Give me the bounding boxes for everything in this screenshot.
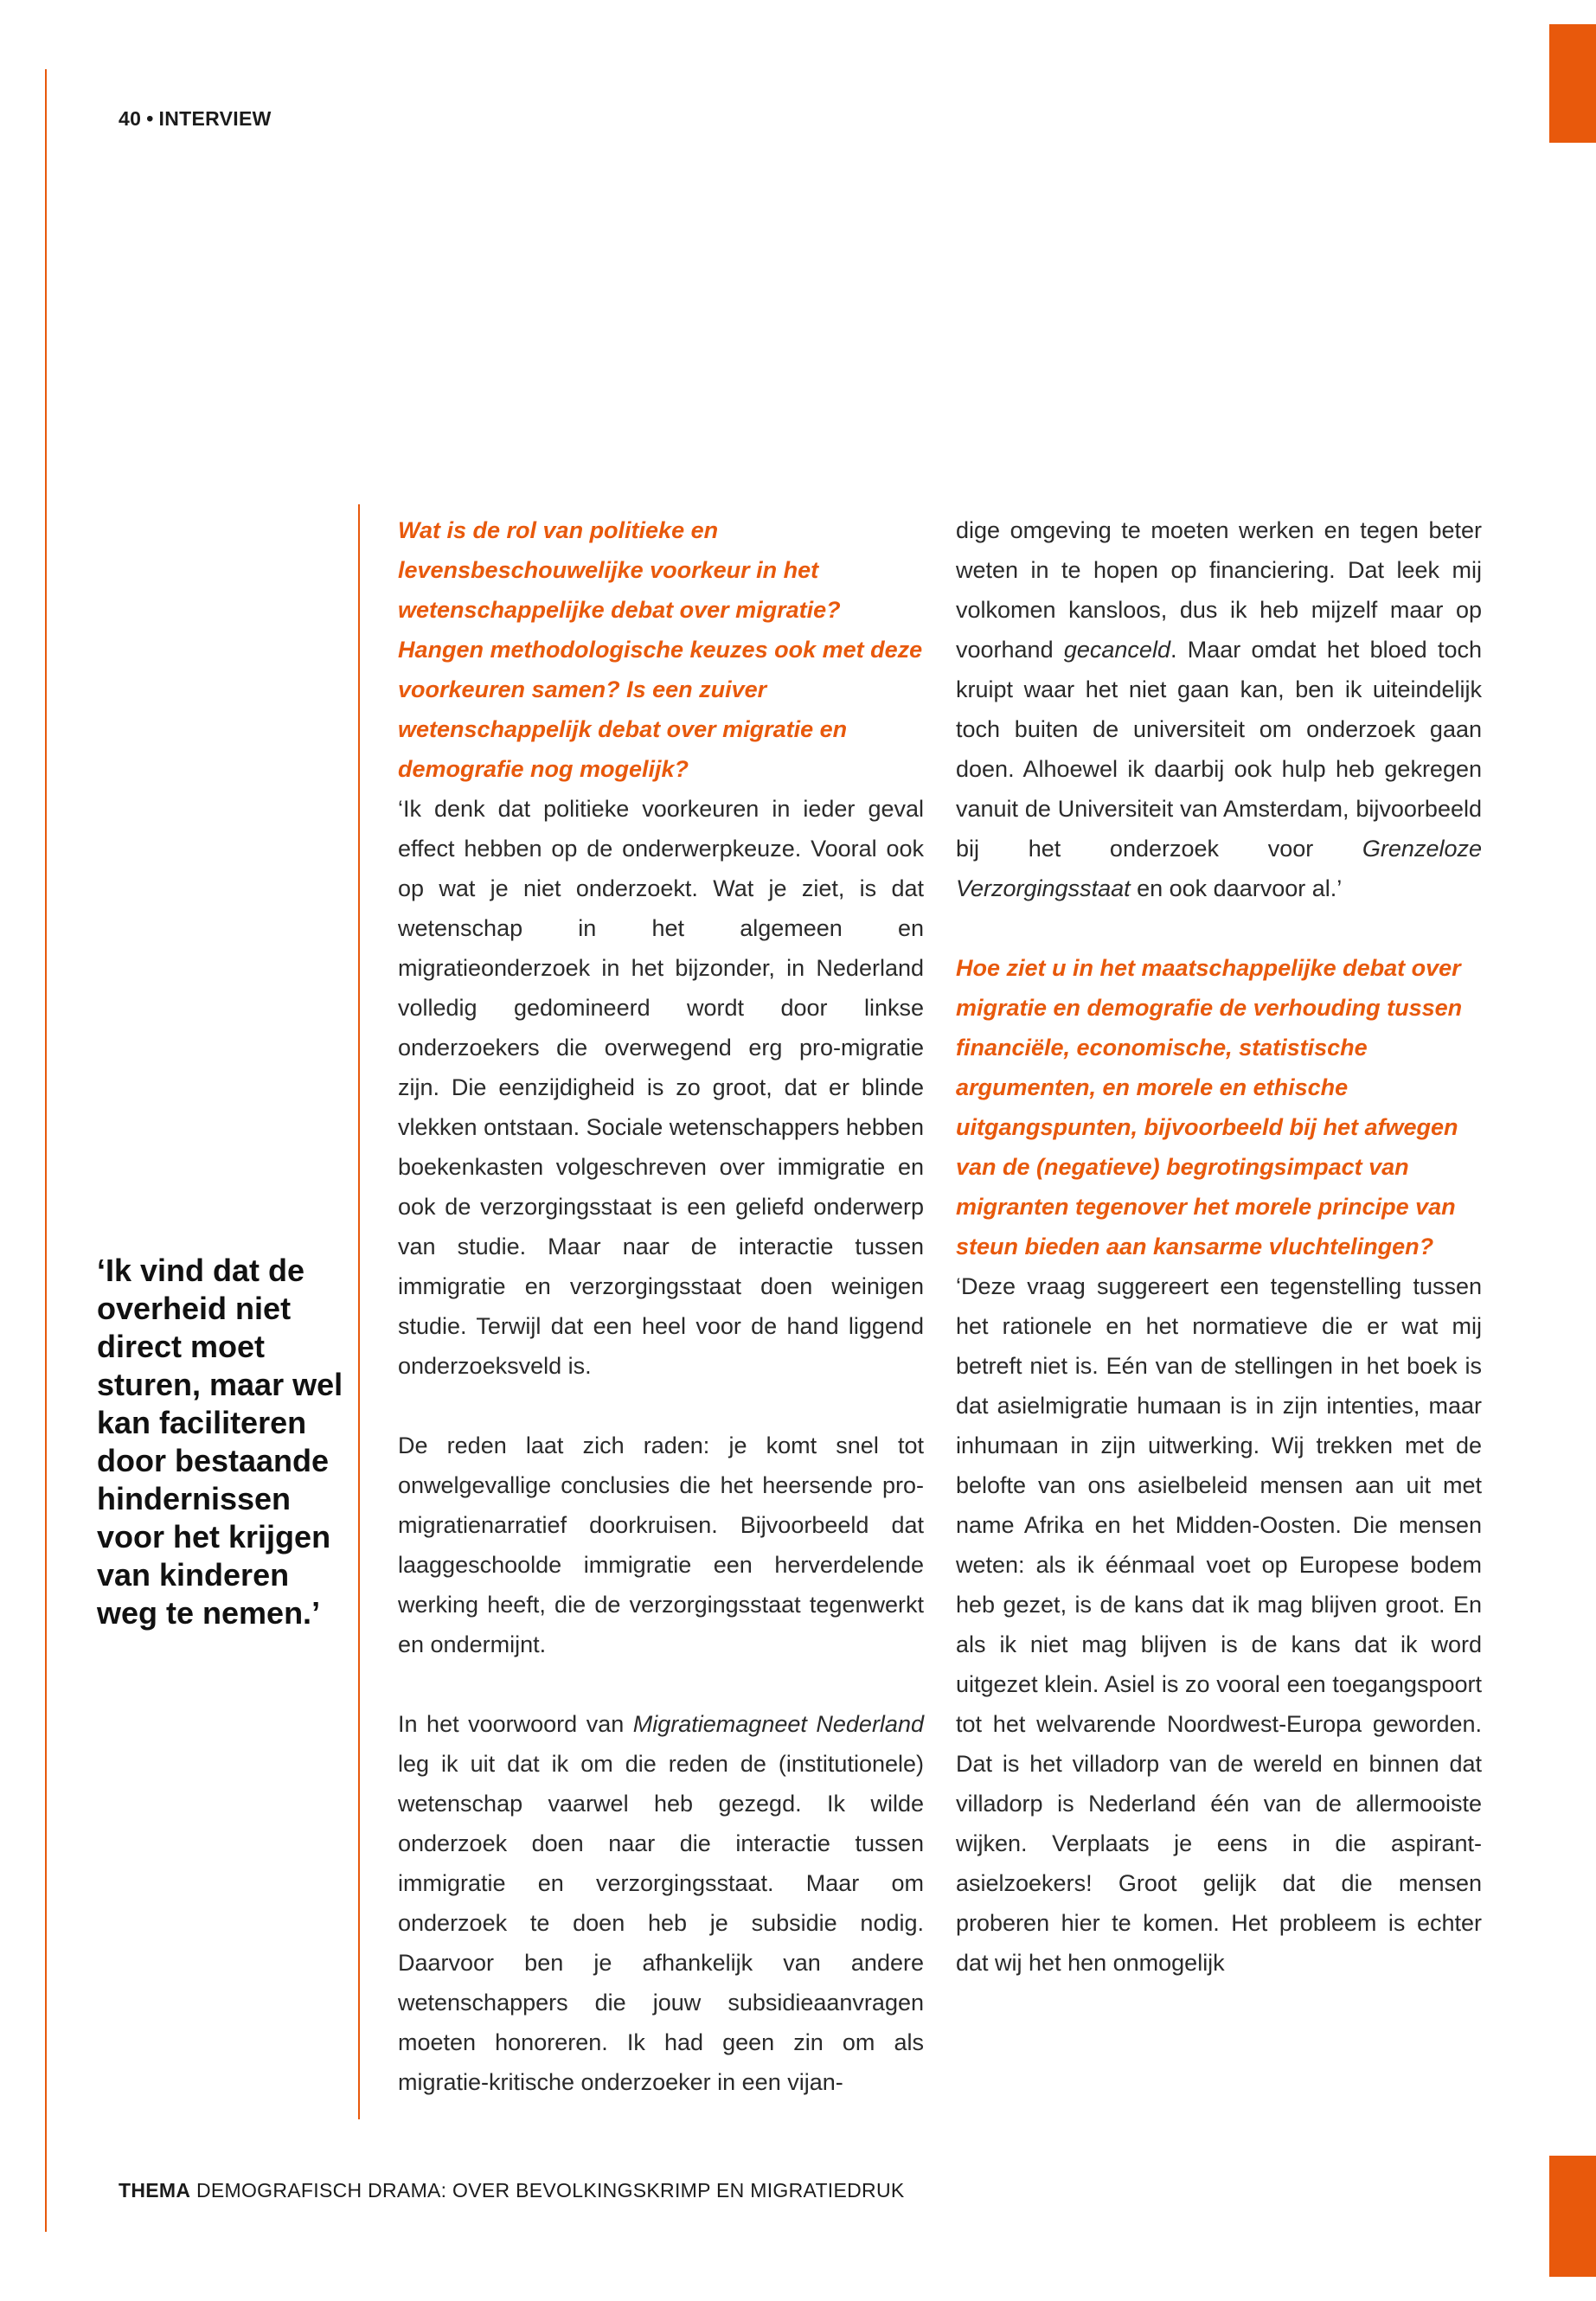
text-run: dige omgeving te moeten werken en tegen beter weten in te hopen op financiering. Dat leek mij volkomen kansloos, dus ik heb mijzelf maar op voorhand: [956, 517, 1482, 663]
text-run: . Maar omdat het bloed toch kruipt waar het niet gaan kan, ben ik uiteindelijk toch buiten de universiteit om onderzoek gaan doen. Alhoewel ik daarbij ook hulp heb gekregen vanuit de Universiteit van Amsterdam, bijvoorbeeld bij het onderzoek voor: [956, 637, 1482, 862]
pull-quote: ‘Ik vind dat de overheid niet direct moet sturen, maar wel kan faciliteren door bestaande hindernissen voor het krijgen van kinderen weg te nemen.’: [97, 1253, 343, 1631]
emphasis: gecanceld: [1063, 637, 1170, 663]
book-title: Migratiemagneet Nederland: [632, 1711, 924, 1737]
body-paragraph: [398, 1704, 924, 2102]
body-paragraph: [956, 510, 1482, 908]
interview-question: Hoe ziet u in het maatschappelijke debat over migratie en demografie de verhouding tussen financiële, economische, statistische argumenten, en morele en ethische uitgangspunten, bijvoorbeeld bij het afwegen van de (negatieve) begrotingsimpact van migranten tegenover het morele principe van steun bieden aan kansarme vluchtelingen?: [956, 955, 1463, 1259]
theme-title: DEMOGRAFISCH DRAMA: OVER BEVOLKINGSKRIMP EN MIGRATIEDRUK: [195, 2179, 905, 2202]
article-column-left: [398, 510, 924, 2102]
text-run: In het voorwoord van: [398, 1711, 633, 1737]
edge-tab-bottom: [1549, 2156, 1596, 2277]
column-rule: [358, 504, 360, 2119]
running-header: [119, 107, 272, 131]
body-paragraph: De reden laat zich raden: je komt snel tot onwelgevallige conclusies die het heersende pro-migratienarratief doorkruisen. Bijvoorbeeld dat laaggeschoolde immigratie een herverdelende werking heeft, die de verzorgingsstaat tegenwerkt en ondermijnt.: [398, 1433, 924, 1657]
edge-tab-top: [1549, 24, 1596, 143]
theme-label: THEMA: [119, 2179, 191, 2202]
section-label: INTERVIEW: [158, 107, 272, 130]
book-title: Grenzeloze Verzorgingsstaat: [956, 836, 1482, 901]
article-column-right: [956, 510, 1482, 1983]
interview-answer: ‘Ik denk dat politieke voorkeuren in ieder geval effect hebben op de onderwerpkeuze. Vooral ook op wat je niet onderzoekt. Wat je ziet, is dat wetenschap in het algemeen en migratieonderzoek in het bijzonder, in Nederland volledig gedomineerd wordt door linkse onderzoekers die overwegend erg pro-migratie zijn. Die eenzijdigheid is zo groot, dat er blinde vlekken ontstaan. Sociale wetenschappers hebben boekenkasten volgeschreven over immigratie en ook de verzorgingsstaat is een geliefd onderwerp van studie. Maar naar de interactie tussen immigratie en verzorgingsstaat doen weinigen studie. Terwijl dat een heel voor de hand liggend onderzoeksveld is.: [398, 796, 924, 1379]
header-separator: •: [146, 107, 154, 130]
interview-question: Wat is de rol van politieke en levensbeschouwelijke voorkeur in het wetenschappelijke debat over migratie? Hangen methodologische keuzes ook met deze voorkeuren samen? Is een zuiver wetenschappelijk debat over migratie en demografie nog mogelijk?: [398, 517, 923, 782]
page-number: 40: [119, 107, 142, 130]
interview-answer: ‘Deze vraag suggereert een tegenstelling tussen het rationele en het normatieve die er wat mij betreft niet is. Eén van de stellingen in het boek is dat asielmigratie humaan is in zijn intenties, maar inhumaan in zijn uitwerking. Wij trekken met de belofte van ons asielbeleid mensen aan uit met name Afrika en het Midden-Oosten. Die mensen weten: als ik éénmaal voet op Europese bodem heb gezet, is de kans dat ik mag blijven groot. En als ik niet mag blijven is de kans dat ik word uitgezet klein. Asiel is zo vooral een toegangspoort tot het welvarende Noordwest-Europa geworden. Dat is het villadorp van de wereld en binnen dat villadorp is Nederland één van de allermooiste wijken. Verplaats je eens in die aspirant-asielzoekers! Groot gelijk dat die mensen proberen hier te komen. Het probleem is echter dat wij het hen onmogelijk: [956, 1273, 1482, 1976]
page-margin-rule: [45, 69, 47, 2232]
running-footer: [119, 2179, 905, 2202]
text-run: leg ik uit dat ik om die reden de (institutionele) wetenschap vaarwel heb gezegd. Ik wilde onderzoek doen naar die interactie tussen immigratie en verzorgingsstaat. Maar om onderzoek te doen heb je subsidie nodig. Daarvoor ben je afhankelijk van andere wetenschappers die jouw subsidieaanvragen moeten honoreren. Ik had geen zin om als migratie-kritische onderzoeker in een vijan-: [398, 1751, 924, 2095]
text-run: en ook daarvoor al.’: [1130, 875, 1343, 901]
